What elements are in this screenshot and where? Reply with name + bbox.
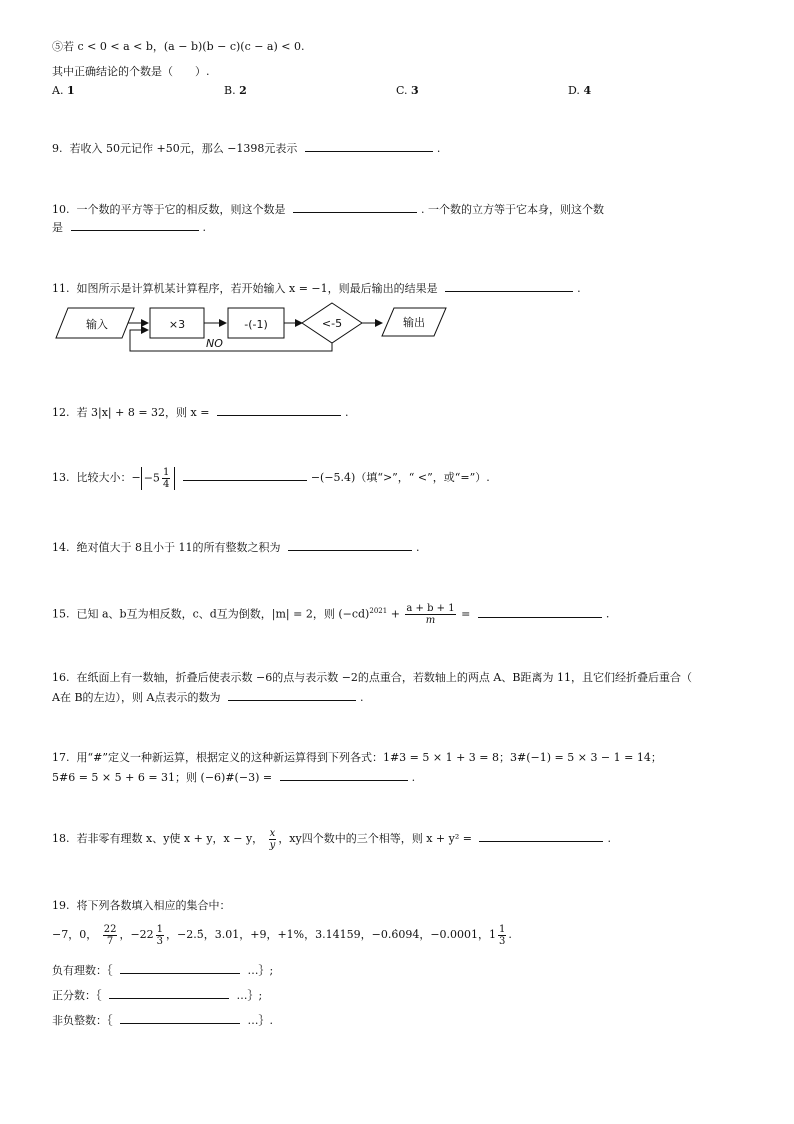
q8-option-a[interactable]: A. 1: [52, 84, 75, 97]
question-16-cont: A在 B的左边），则 A点表示的数为 .: [52, 691, 364, 704]
subtract-label: -(-1): [244, 318, 268, 331]
q8-prompt: 其中正确结论的个数是（ ）.: [52, 65, 210, 78]
question-14: 14. 绝对值大于 8且小于 11的所有整数之积为 .: [52, 541, 420, 554]
question-13: 13. 比较大小：− −5 $\frac{1}{4}$ −(−5.4)（填“>”，“ <”，或“=”）.: [52, 466, 490, 490]
answer-blank[interactable]: [120, 1012, 240, 1024]
answer-blank[interactable]: [305, 140, 433, 152]
answer-blank[interactable]: [479, 830, 603, 842]
question-10: 10. 一个数的平方等于它的相反数，则这个数是 . 一个数的立方等于它本身，则这个数: [52, 203, 604, 216]
question-11: 11. 如图所示是计算机某计算程序，若开始输入 x = −1，则最后输出的结果是 .: [52, 282, 581, 295]
answer-blank[interactable]: [228, 689, 356, 701]
condition-label: <-5: [321, 317, 343, 330]
question-9: 9. 若收入 50元记作 +50元，那么 −1398元表示 .: [52, 142, 441, 155]
loop-arrow: [130, 330, 332, 351]
question-16: 16. 在纸面上有一数轴，折叠后使表示数 −6的点与表示数 −2的点重合，若数轴上的两点 A、B距离为 11，且它们经折叠后重合（: [52, 671, 692, 684]
input-label: 输入: [86, 318, 108, 331]
question-12: 12. 若 3|x| + 8 = 32，则 x = .: [52, 406, 349, 419]
no-label: NO: [206, 337, 223, 350]
q8-option-c[interactable]: C. 3: [396, 84, 419, 97]
set-nonnegative-integer: 非负整数：｛ …｝.: [52, 1014, 273, 1027]
multiply-label: ×3: [168, 318, 186, 331]
output-label: 输出: [403, 316, 425, 329]
set-negative-rational: 负有理数：｛ …｝;: [52, 964, 274, 977]
answer-blank[interactable]: [293, 201, 417, 213]
answer-blank[interactable]: [120, 962, 240, 974]
answer-blank[interactable]: [280, 769, 408, 781]
q8-option-b[interactable]: B. 2: [224, 84, 247, 97]
question-18: 18. 若非零有理数 x、y使 x + y，x − y， $\frac{x}{y}$ ，xy四个数中的三个相等，则 x + y² = .: [52, 827, 611, 851]
set-positive-fraction: 正分数：｛ …｝;: [52, 989, 263, 1002]
answer-blank[interactable]: [109, 987, 229, 999]
answer-blank[interactable]: [183, 469, 307, 481]
question-17-cont: 5#6 = 5 × 5 + 6 = 31；则 (−6)#(−3) = .: [52, 771, 416, 784]
question-19: 19. 将下列各数填入相应的集合中：: [52, 899, 231, 912]
answer-blank[interactable]: [217, 404, 341, 416]
question-10-cont: 是 .: [52, 221, 206, 234]
answer-blank[interactable]: [71, 219, 199, 231]
answer-blank[interactable]: [288, 539, 412, 551]
question-15: 15. 已知 a、b互为相反数，c、d互为倒数，|m| = 2，则 $(-cd)^{2021}$ + $\frac{a + b + 1}{m}$ = .: [52, 603, 610, 627]
q8-item5: ⑤若 c < 0 < a < b，(a − b)(b − c)(c − a) < 0.: [52, 40, 305, 53]
flowchart: [52, 300, 462, 360]
q8-option-d[interactable]: D. 4: [568, 84, 592, 97]
answer-blank[interactable]: [478, 606, 602, 618]
question-17: 17. 用“#”定义一种新运算，根据定义的这种新运算得到下列各式：1#3 = 5 × 1 + 3 = 8；3#(−1) = 5 × 3 − 1 = 14；: [52, 751, 662, 764]
answer-blank[interactable]: [445, 280, 573, 292]
absolute-value: −5 $\frac{1}{4}$: [141, 467, 176, 490]
number-list: −7，0， $\frac{22}{7}$ ，−22 $\frac{1}{3}$ ，−2.5̇，3.01，+9，+1%，3.14159，−0.6̇094̇，−0.0001，1 $\frac{1}{3}$ .: [52, 923, 512, 947]
